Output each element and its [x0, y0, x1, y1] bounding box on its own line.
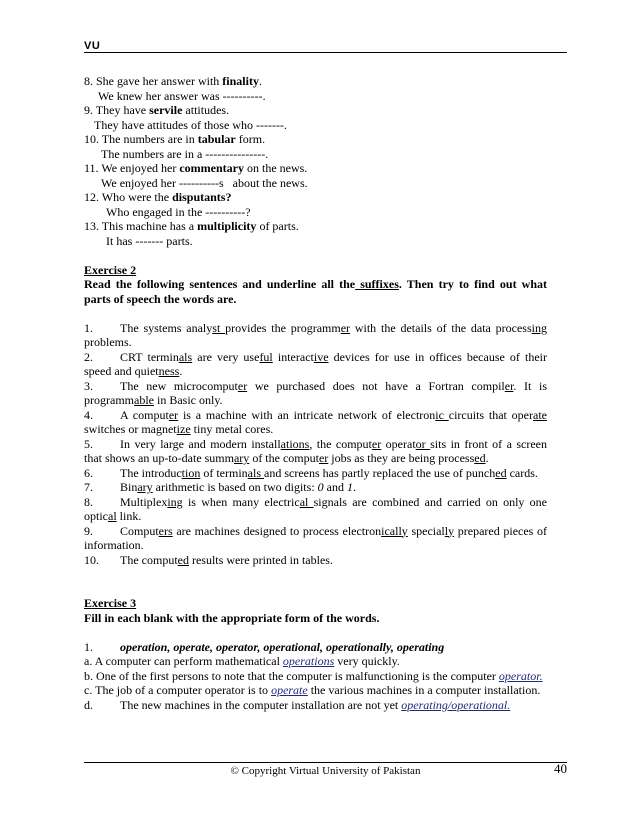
footer-rule [84, 762, 567, 763]
sentence-13: 13. This machine has a multiplicity of parts. [84, 219, 299, 233]
page-content [84, 74, 547, 712]
sentence-9-answer: They have attitudes of those who -------. [94, 117, 287, 132]
exercise-3-item-a: a. A computer can perform mathematical operations very quickly. [84, 654, 400, 668]
header-title: VU [84, 40, 101, 52]
sentence-10-answer: The numbers are in a ---------------. [101, 146, 269, 161]
exercise-2-item: 2. CRT terminals are very useful interactive devices for use in offices because of their speed and quietness. [84, 349, 547, 378]
exercise-2-item: 5. In very large and modern installations, the computer operator sits in front of a screen that shows an up-to-date summary of the computer jobs as they are being processed. [84, 436, 547, 465]
page-header [84, 38, 567, 52]
exercise-2-title: Exercise 2 [84, 262, 137, 277]
exercise-3-word-list: 1. operation, operate, operator, operational, operationally, operating [84, 639, 445, 654]
exercise-3-item-d: d. The new machines in the computer installation are not yet operating/operational. [84, 697, 511, 712]
exercise-2-item: 1. The systems analyst provides the programmer with the details of the data processing problems. [84, 320, 547, 349]
exercise-3-item-b: b. One of the first persons to note that the computer is malfunctioning is the computer operator. [84, 668, 543, 683]
exercise-2-item: 10. The computed results were printed in tables. [84, 552, 333, 567]
sentence-11: 11. We enjoyed her commentary on the news. [84, 161, 308, 175]
exercise-2-list [84, 321, 547, 568]
sentence-13-answer: It has ------- parts. [106, 233, 193, 248]
exercise-2-instructions: Read the following sentences and underline all the suffixes. Then try to find out what parts of speech the words are. [84, 277, 548, 306]
sentence-9: 9. They have servile attitudes. [84, 103, 230, 117]
exercise-2-item: 7. Binary arithmetic is based on two digits: 0 and 1. [84, 480, 356, 494]
exercise-3-item-c: c. The job of a computer operator is to operate the various machines in a computer installation. [84, 683, 541, 697]
exercise-2-item: 9. Computers are machines designed to process electronically specially prepared pieces of information. [84, 523, 547, 552]
exercise-3-title: Exercise 3 [84, 596, 137, 610]
sentence-12-answer: Who engaged in the ----------? [106, 204, 251, 219]
exercise-2-item: 3. The new microcomputer we purchased does not have a Fortran compiler. It is programmable in Basic only. [84, 378, 547, 407]
sentence-11-answer: We enjoyed her ----------s about the news. [101, 175, 308, 190]
exercise-2-item: 4. A computer is a machine with an intricate network of electronic circuits that operate switches or magnetize tiny metal cores. [84, 407, 547, 436]
sentence-8: 8. She gave her answer with finality. [84, 74, 262, 88]
exercise-2-item: 6. The introduction of terminals and screens has partly replaced the use of punched cards. [84, 465, 538, 480]
sentence-12: 12. Who were the disputants? [84, 190, 232, 204]
sentence-8-answer: We knew her answer was ----------. [98, 88, 266, 103]
footer-copyright: © Copyright Virtual University of Pakistan [230, 765, 421, 777]
exercise-3-instructions: Fill in each blank with the appropriate form of the words. [84, 610, 380, 625]
page-number: 40 [554, 761, 567, 776]
sentence-10: 10. The numbers are in tabular form. [84, 132, 266, 146]
header-rule [84, 52, 567, 53]
exercise-2-item: 8. Multiplexing is when many electrical signals are combined and carried on only one optical link. [84, 494, 547, 523]
